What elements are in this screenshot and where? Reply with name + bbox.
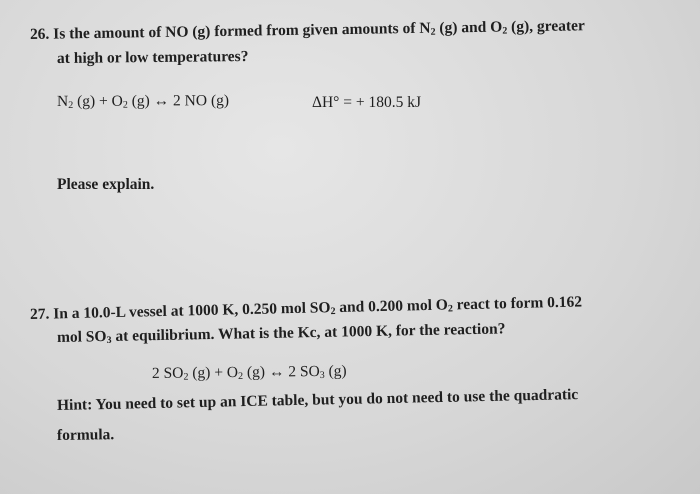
q26-line2: at high or low temperatures? bbox=[56, 47, 249, 67]
subscript: 2 bbox=[183, 371, 189, 383]
eq-text: (g) ↔ 2 SO bbox=[242, 362, 320, 381]
q26-equation bbox=[57, 92, 229, 111]
q27-line2 bbox=[57, 320, 506, 347]
subscript: 3 bbox=[319, 369, 325, 381]
subscript: 2 bbox=[122, 99, 128, 111]
q27-hint-line2: formula. bbox=[56, 426, 115, 444]
q26-please-explain: Please explain. bbox=[57, 176, 155, 193]
q26-text-c: (g), greater bbox=[507, 17, 585, 36]
q27-text: at equilibrium. What is the Kc, at 1000 K, for the reaction? bbox=[111, 320, 506, 345]
subscript: 2 bbox=[447, 303, 454, 315]
q26-number: 26. bbox=[29, 25, 50, 43]
q27-line1 bbox=[30, 293, 582, 324]
q27-text: mol SO bbox=[56, 328, 107, 346]
subscript: 3 bbox=[106, 334, 112, 347]
eq-text: (g) + O bbox=[73, 92, 123, 110]
subscript: 2 bbox=[238, 370, 244, 382]
q27-number: 27. bbox=[29, 305, 50, 323]
q27-equation bbox=[152, 363, 347, 383]
eq-text: N bbox=[56, 92, 69, 110]
subscript: 2 bbox=[430, 26, 436, 38]
q26-text-a: Is the amount of NO (g) formed from given amounts of N bbox=[53, 19, 431, 43]
eq-text: (g) + O bbox=[188, 363, 239, 382]
subscript: 2 bbox=[330, 306, 336, 318]
q26-line1 bbox=[30, 17, 585, 44]
q27-text: react to form 0.162 bbox=[452, 293, 583, 314]
q27-text: and 0.200 mol O bbox=[335, 296, 449, 317]
q26-text-b: (g) and O bbox=[435, 18, 503, 37]
eq-text: 2 SO bbox=[151, 364, 184, 382]
q26-delta-h: ΔH° = + 180.5 kJ bbox=[312, 94, 421, 111]
subscript: 2 bbox=[502, 25, 508, 37]
eq-text: (g) bbox=[324, 362, 347, 380]
eq-text: (g) ↔ 2 NO (g) bbox=[127, 92, 230, 110]
q27-hint-line1: Hint: You need to set up an ICE table, but you do not need to use the quadratic bbox=[56, 386, 579, 414]
q27-text: In a 10.0-L vessel at 1000 K, 0.250 mol SO bbox=[53, 299, 331, 323]
subscript: 2 bbox=[68, 99, 74, 111]
